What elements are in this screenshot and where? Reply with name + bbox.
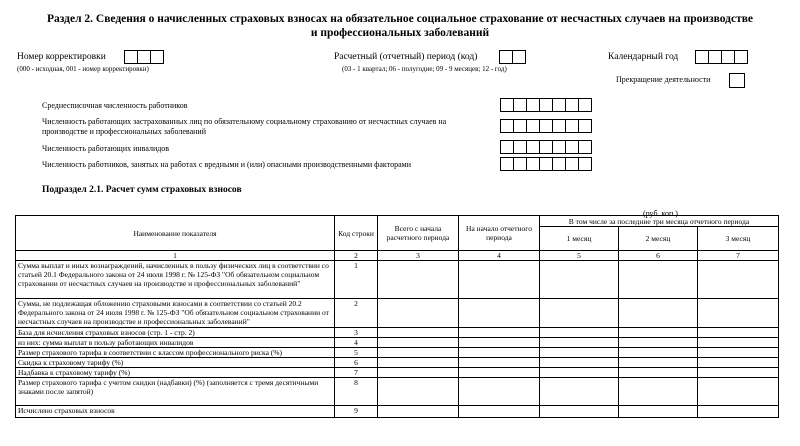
indicator-insured-persons-label: Численность работающих застрахованных лиц по обязательному социальному страхованию от несчастных случаев на производстве и профессиональных заболеваний — [42, 117, 447, 136]
cell-month-2[interactable] — [619, 338, 698, 348]
cell-month-3[interactable] — [698, 299, 779, 328]
column-number: 3 — [378, 251, 459, 261]
indicator-disabled-workers-field[interactable] — [500, 140, 592, 154]
period-code-label: Расчетный (отчетный) период (код) — [334, 52, 478, 62]
section-title-line2: и профессиональных заболеваний — [310, 27, 490, 39]
column-number: 1 — [16, 251, 335, 261]
table-row — [16, 328, 779, 338]
period-code-field[interactable] — [499, 50, 526, 64]
column-number: 4 — [459, 251, 540, 261]
cell-total[interactable] — [378, 328, 459, 338]
indicator-avg-headcount-field[interactable] — [500, 98, 592, 112]
cell-period-start[interactable] — [459, 406, 540, 418]
table-row — [16, 368, 779, 378]
row-name: Исчислено страховых взносов — [16, 406, 335, 418]
unit-note: (руб. коп.) — [643, 209, 678, 218]
indicator-hazardous-workers-field[interactable] — [500, 157, 592, 171]
header-month-1: 1 месяц — [540, 227, 619, 251]
row-code: 2 — [335, 299, 378, 328]
cell-month-2[interactable] — [619, 299, 698, 328]
cell-period-start[interactable] — [459, 348, 540, 358]
table-row — [16, 299, 779, 328]
column-number: 7 — [698, 251, 779, 261]
cell-period-start[interactable] — [459, 299, 540, 328]
cell-period-start[interactable] — [459, 378, 540, 406]
header-total: Всего с начала расчетного периода — [378, 216, 459, 251]
row-code: 4 — [335, 338, 378, 348]
table-row — [16, 348, 779, 358]
table-row — [16, 406, 779, 418]
cell-month-1[interactable] — [540, 261, 619, 299]
column-number: 6 — [619, 251, 698, 261]
cell-month-3[interactable] — [698, 261, 779, 299]
indicator-avg-headcount-label: Среднесписочная численность работников — [42, 101, 188, 110]
row-name: Надбавка к страховому тарифу (%) — [16, 368, 335, 378]
row-code: 3 — [335, 328, 378, 338]
cell-total[interactable] — [378, 378, 459, 406]
row-name: Сумма выплат и иных вознаграждений, начисленных в пользу физических лиц в соответствии со статьей 20.1 Федерального закона от 24 июля 1998 г. № 125-ФЗ "Об обязательном социальном страховании от несчастных случаев на производстве и профессиональных заболеваний" — [16, 261, 335, 299]
cell-month-1[interactable] — [540, 378, 619, 406]
row-name: Скидка к страховому тарифу (%) — [16, 358, 335, 368]
cell-period-start[interactable] — [459, 328, 540, 338]
row-code: 6 — [335, 358, 378, 368]
cell-month-3[interactable] — [698, 338, 779, 348]
table-row — [16, 378, 779, 406]
row-code: 8 — [335, 378, 378, 406]
cell-period-start[interactable] — [459, 358, 540, 368]
row-code: 1 — [335, 261, 378, 299]
cell-month-1[interactable] — [540, 338, 619, 348]
period-code-hint: (03 - 1 квартал; 06 - полугодие; 09 - 9 месяцев; 12 - год) — [342, 65, 507, 73]
row-code: 9 — [335, 406, 378, 418]
section-title — [20, 12, 780, 40]
row-code: 5 — [335, 348, 378, 358]
cell-month-2[interactable] — [619, 261, 698, 299]
termination-label: Прекращение деятельности — [616, 75, 711, 84]
cell-month-2[interactable] — [619, 406, 698, 418]
correction-number-hint: (000 - исходная, 001 - номер корректировки) — [17, 65, 149, 73]
cell-total[interactable] — [378, 348, 459, 358]
header-last-three-months: В том числе за последние три месяца отчетного периода — [540, 216, 779, 227]
cell-period-start[interactable] — [459, 338, 540, 348]
indicator-insured-persons-field[interactable] — [500, 119, 592, 133]
contributions-table — [15, 215, 779, 418]
cell-period-start[interactable] — [459, 368, 540, 378]
header-month-3: 3 месяц — [698, 227, 779, 251]
cell-total[interactable] — [378, 406, 459, 418]
row-name: из них: сумма выплат в пользу работающих инвалидов — [16, 338, 335, 348]
cell-month-3[interactable] — [698, 348, 779, 358]
row-name: База для исчисления страховых взносов (стр. 1 - стр. 2) — [16, 328, 335, 338]
indicator-disabled-workers-label: Численность работающих инвалидов — [42, 144, 170, 153]
cell-month-3[interactable] — [698, 328, 779, 338]
cell-month-1[interactable] — [540, 358, 619, 368]
header-period-start: На начало отчетного периода — [459, 216, 540, 251]
cell-month-2[interactable] — [619, 358, 698, 368]
cell-month-1[interactable] — [540, 368, 619, 378]
termination-checkbox[interactable] — [729, 73, 745, 88]
cell-total[interactable] — [378, 368, 459, 378]
cell-month-2[interactable] — [619, 378, 698, 406]
cell-month-3[interactable] — [698, 358, 779, 368]
correction-number-label: Номер корректировки — [17, 52, 106, 62]
cell-month-3[interactable] — [698, 406, 779, 418]
header-line-code: Код строки — [335, 216, 378, 251]
correction-number-field[interactable] — [124, 50, 164, 64]
calendar-year-field[interactable] — [695, 50, 748, 64]
cell-month-2[interactable] — [619, 328, 698, 338]
row-name: Размер страхового тарифа с учетом скидки (надбавки) (%) (заполняется с тремя десятичными знаками после запятой) — [16, 378, 335, 406]
row-name: Сумма, не подлежащая обложению страховыми взносами в соответствии со статьей 20.2 Федерального закона от 24 июля 1998 г. № 125-ФЗ "Об обязательном социальном страховании от несчастных случаев на производстве и профессиональных заболеваний" — [16, 299, 335, 328]
cell-month-2[interactable] — [619, 368, 698, 378]
cell-month-1[interactable] — [540, 328, 619, 338]
section-title-line1: Раздел 2. Сведения о начисленных страховых взносах на обязательное социальное страхование от несчастных случаев на производстве — [46, 13, 754, 25]
header-indicator-name: Наименование показателя — [16, 216, 335, 251]
cell-total[interactable] — [378, 358, 459, 368]
cell-month-1[interactable] — [540, 406, 619, 418]
cell-total[interactable] — [378, 338, 459, 348]
table-row — [16, 261, 779, 299]
header-month-2: 2 месяц — [619, 227, 698, 251]
cell-total[interactable] — [378, 299, 459, 328]
cell-total[interactable] — [378, 261, 459, 299]
cell-month-3[interactable] — [698, 378, 779, 406]
column-number: 5 — [540, 251, 619, 261]
cell-month-2[interactable] — [619, 348, 698, 358]
table-row — [16, 338, 779, 348]
calendar-year-label: Календарный год — [608, 52, 679, 62]
row-code: 7 — [335, 368, 378, 378]
cell-month-3[interactable] — [698, 368, 779, 378]
indicator-hazardous-workers-label: Численность работников, занятых на работах с вредными и (или) опасными производственными факторами — [42, 160, 411, 169]
table-row — [16, 358, 779, 368]
cell-month-1[interactable] — [540, 299, 619, 328]
cell-month-1[interactable] — [540, 348, 619, 358]
row-name: Размер страхового тарифа в соответствии с классом профессионального риска (%) — [16, 348, 335, 358]
subsection-title: Подраздел 2.1. Расчет сумм страховых взносов — [42, 185, 242, 195]
column-number: 2 — [335, 251, 378, 261]
column-numbers-row — [16, 251, 779, 261]
cell-period-start[interactable] — [459, 261, 540, 299]
